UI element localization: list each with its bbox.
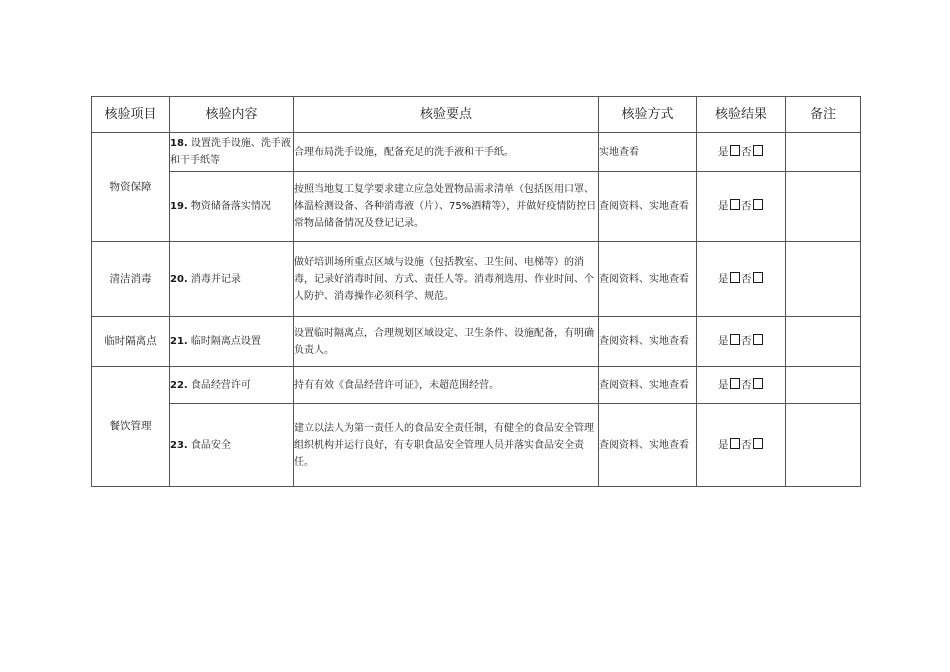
- header-result: 核验结果: [697, 97, 786, 133]
- table-row: [92, 317, 861, 367]
- content-text: 消毒并记录: [190, 273, 241, 285]
- method-cell: 查阅资料、实地查看: [599, 242, 697, 317]
- table-row: [92, 133, 861, 172]
- no-checkbox[interactable]: [753, 272, 763, 283]
- yes-label: 是: [718, 145, 729, 158]
- table-header-row: [92, 97, 861, 133]
- no-label: 否: [741, 272, 752, 285]
- header-points: 核验要点: [294, 97, 599, 133]
- item-number: 21.: [170, 336, 188, 347]
- yes-checkbox[interactable]: [730, 199, 740, 210]
- table-row: [92, 404, 861, 487]
- no-checkbox[interactable]: [753, 438, 763, 449]
- result-cell: [697, 317, 786, 367]
- no-label: 否: [741, 335, 752, 347]
- inspection-table: [91, 96, 861, 487]
- header-notes: 备注: [786, 97, 861, 133]
- content-cell: [170, 133, 294, 172]
- content-text: 食品经营许可: [190, 379, 251, 391]
- item-number: 18.: [170, 138, 188, 149]
- no-checkbox[interactable]: [753, 145, 763, 156]
- content-text: 食品安全: [190, 439, 231, 451]
- table-row: [92, 172, 861, 242]
- points-cell: 建立以法人为第一责任人的食品安全责任制，有健全的食品安全管理组织机构并运行良好，有专职食品安全管理人员并落实食品安全责任。: [294, 404, 599, 487]
- method-cell: 查阅资料、实地查看: [599, 172, 697, 242]
- no-checkbox[interactable]: [753, 199, 763, 210]
- content-cell: [170, 242, 294, 317]
- content-text: 临时隔离点设置: [190, 336, 261, 347]
- category-cell: 餐饮管理: [92, 367, 170, 487]
- content-cell: [170, 317, 294, 367]
- item-number: 23.: [170, 439, 188, 451]
- points-cell: 设置临时隔离点，合理规划区域设定、卫生条件、设施配备，有明确负责人。: [294, 317, 599, 367]
- content-text: 物资储备落实情况: [190, 201, 271, 212]
- result-cell: [697, 242, 786, 317]
- yes-checkbox[interactable]: [730, 334, 740, 345]
- points-cell: 持有有效《食品经营许可证》，未超范围经营。: [294, 367, 599, 404]
- no-label: 否: [741, 378, 752, 391]
- method-cell: 查阅资料、实地查看: [599, 367, 697, 404]
- header-content: 核验内容: [170, 97, 294, 133]
- notes-cell: [786, 404, 861, 487]
- points-cell: 合理布局洗手设施，配备充足的洗手液和干手纸。: [294, 133, 599, 172]
- table-row: [92, 367, 861, 404]
- item-number: 22.: [170, 379, 188, 391]
- notes-cell: [786, 317, 861, 367]
- yes-label: 是: [718, 335, 729, 347]
- notes-cell: [786, 367, 861, 404]
- result-cell: [697, 367, 786, 404]
- no-checkbox[interactable]: [753, 378, 763, 389]
- content-text: 设置洗手设施、洗手液和干手纸等: [170, 138, 291, 166]
- method-cell: 实地查看: [599, 133, 697, 172]
- item-number: 19.: [170, 201, 188, 212]
- table-row: [92, 242, 861, 317]
- no-label: 否: [741, 438, 752, 451]
- points-cell: 按照当地复工复学要求建立应急处置物品需求清单（包括医用口罩、体温检测设备、各种消毒液（片）、75%酒精等），并做好疫情防控日常物品储备情况及登记记录。: [294, 172, 599, 242]
- yes-checkbox[interactable]: [730, 272, 740, 283]
- category-cell: 临时隔离点: [92, 317, 170, 367]
- yes-checkbox[interactable]: [730, 378, 740, 389]
- yes-label: 是: [718, 378, 729, 391]
- content-cell: [170, 367, 294, 404]
- method-cell: 查阅资料、实地查看: [599, 404, 697, 487]
- content-cell: [170, 172, 294, 242]
- category-cell: 物资保障: [92, 133, 170, 242]
- notes-cell: [786, 242, 861, 317]
- yes-checkbox[interactable]: [730, 145, 740, 156]
- method-cell: 查阅资料、实地查看: [599, 317, 697, 367]
- item-number: 20.: [170, 273, 188, 285]
- result-cell: [697, 172, 786, 242]
- no-label: 否: [741, 200, 752, 212]
- no-label: 否: [741, 145, 752, 158]
- result-cell: [697, 404, 786, 487]
- header-method: 核验方式: [599, 97, 697, 133]
- content-cell: [170, 404, 294, 487]
- category-cell: 清洁消毒: [92, 242, 170, 317]
- yes-label: 是: [718, 438, 729, 451]
- yes-checkbox[interactable]: [730, 438, 740, 449]
- yes-label: 是: [718, 272, 729, 285]
- yes-label: 是: [718, 200, 729, 212]
- header-item: 核验项目: [92, 97, 170, 133]
- result-cell: [697, 133, 786, 172]
- points-cell: 做好培训场所重点区域与设施（包括教室、卫生间、电梯等）的消毒，记录好消毒时间、方式、责任人等。消毒剂选用、作业时间、个人防护、消毒操作必须科学、规范。: [294, 242, 599, 317]
- notes-cell: [786, 172, 861, 242]
- notes-cell: [786, 133, 861, 172]
- no-checkbox[interactable]: [753, 334, 763, 345]
